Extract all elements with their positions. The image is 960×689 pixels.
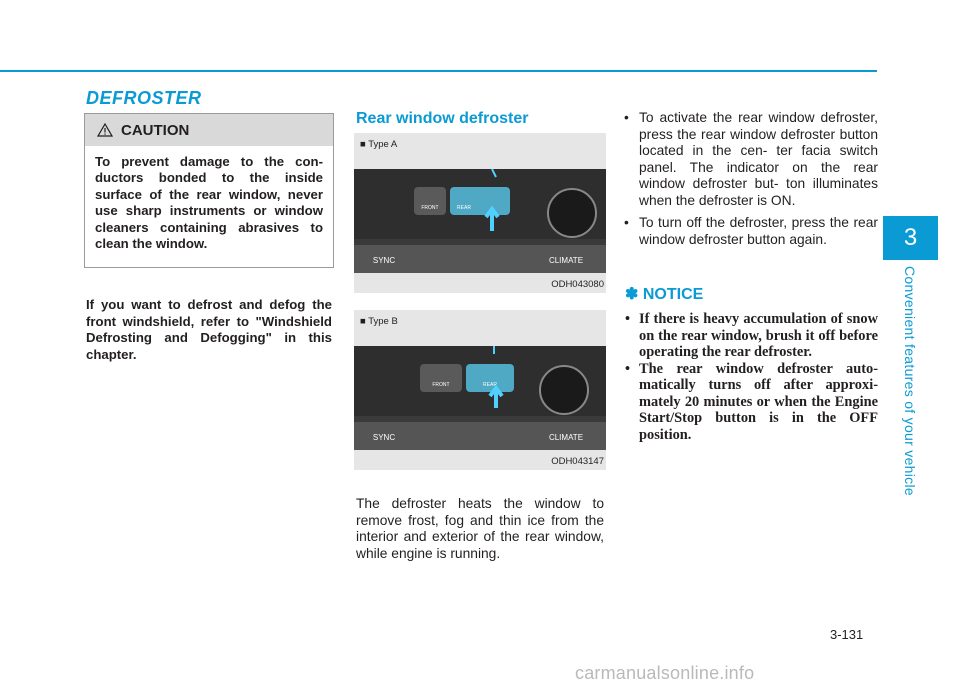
front-label: FRONT	[421, 205, 439, 211]
list-item: • The rear window defroster auto- matically turns off after approxi- mately 20 minutes or when the Engine Start/Stop button is in the OFF position.	[625, 360, 878, 443]
chapter-number-tab	[883, 216, 938, 260]
caution-box	[84, 113, 334, 268]
temperature-knob	[548, 189, 596, 237]
notice-list	[622, 311, 878, 443]
climate-label: CLIMATE	[548, 256, 584, 265]
notice-title: ✽ NOTICE	[625, 286, 704, 303]
figure-label: ■ Type B	[360, 316, 398, 327]
instructions-list	[622, 110, 878, 254]
list-item: • To turn off the defroster, press the rear window defroster button again.	[624, 215, 878, 247]
section-title: DEFROSTER	[86, 88, 202, 108]
temperature-knob	[540, 366, 588, 414]
figure-label: ■ Type A	[360, 139, 398, 150]
sync-label: SYNC	[372, 433, 396, 442]
figure-type-b	[354, 310, 606, 470]
chapter-number: 3	[903, 224, 918, 251]
caution-heading: CAUTION	[121, 121, 190, 139]
figure-type-a	[354, 133, 606, 293]
list-item-text: If there is heavy accumulation of snow on the rear window, brush it off before operating the rear defroster.	[639, 311, 878, 360]
list-item: • To activate the rear window defroster, press the rear window defroster button located in the cen- ter facia switch panel. The indicator on the rear window defroster but- ton illuminates when the defroster is ON.	[624, 110, 878, 208]
front-defrost-reference: If you want to defrost and defog the front windshield, refer to "Windshield Defrosting and Defogging" in this chapter.	[86, 297, 332, 362]
watermark: carmanualsonline.info	[575, 663, 755, 683]
list-item-text: To turn off the defroster, press the rear window defroster button again.	[639, 215, 878, 247]
sync-label: SYNC	[372, 256, 396, 265]
climate-label: CLIMATE	[548, 433, 584, 442]
control-panel-illustration	[354, 169, 606, 273]
list-item-text: The rear window defroster auto- matically turns off after approxi- mately 20 minutes or when the Engine Start/Stop button is in the OFF position.	[639, 360, 878, 443]
figure-code: ODH043080	[551, 279, 604, 290]
chapter-title-vertical	[897, 266, 921, 496]
chapter-title: Convenient features of your vehicle	[902, 266, 918, 496]
warning-triangle-icon	[97, 123, 113, 137]
header-rule	[0, 70, 877, 72]
control-panel-illustration	[354, 346, 606, 450]
list-item-text: To activate the rear window defroster, press the rear window defroster button located in the cen- ter facia switch panel. The indicator on the rear window defroster but- ton illuminates when the defroster is ON.	[639, 110, 878, 208]
page-number: 3-131	[830, 627, 864, 642]
caution-text: To prevent damage to the con- ductors bonded to the inside surface of the rear window, never use sharp instruments or window cleaners containing abrasives to clean the window.	[95, 154, 323, 252]
list-item: • If there is heavy accumulation of snow on the rear window, brush it off before operating the rear defroster.	[625, 311, 878, 360]
front-label: FRONT	[432, 382, 450, 388]
defroster-description: The defroster heats the window to remove frost, fog and thin ice from the interior and exterior of the rear window, while engine is running.	[356, 496, 604, 561]
rear-label: REAR	[483, 382, 497, 388]
caution-header	[85, 114, 333, 146]
subsection-title: Rear window defroster	[356, 110, 529, 127]
rear-label: REAR	[457, 205, 471, 211]
figure-code: ODH043147	[551, 456, 604, 467]
